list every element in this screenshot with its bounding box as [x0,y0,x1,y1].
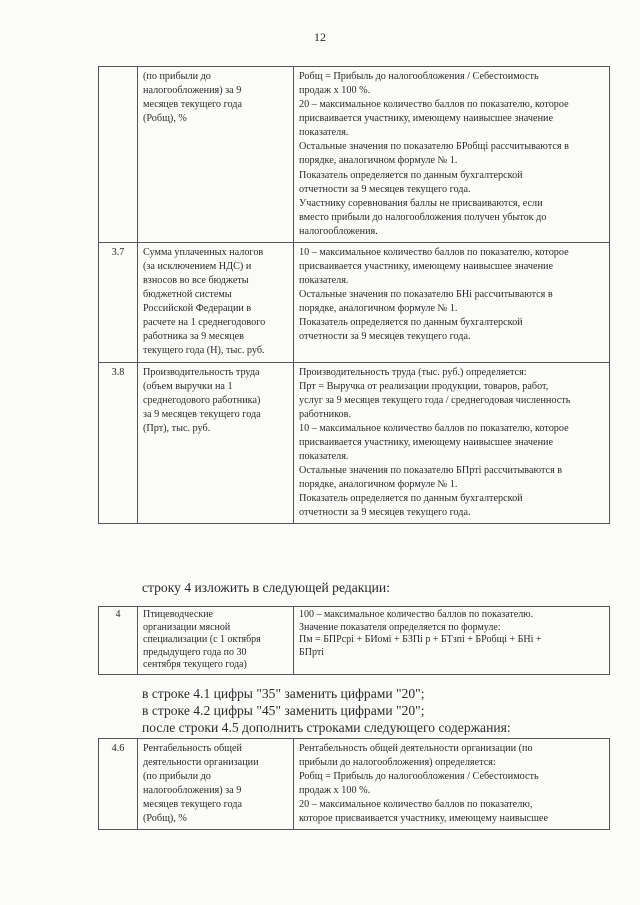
text-line: Робщ = Прибыль до налогообложения / Себестоимость [299,71,539,82]
text-line: (по прибыли до [143,71,211,82]
text-line: присваивается участнику, имеющему наивысшее значение [299,113,553,125]
text-line: взносов во все бюджеты [143,275,249,287]
text-line: БПртi [299,646,324,658]
text-line: 100 – максимальное количество баллов по показателю. [299,609,534,620]
text-line: прибыли до налогообложения) определяется: [299,757,496,769]
text-line: Российской Федерации в [143,303,252,315]
indicator-name-cell [138,362,294,524]
text-line: Остальные значения по показателю БРобщi рассчитываются в [299,141,569,153]
indicator-description-cell [294,607,610,675]
text-line: услуг за 9 месяцев текущего года / среднегодовая численность [299,394,571,406]
text-line: специализации (с 1 октября [143,634,261,645]
text-line: отчетности за 9 месяцев текущего года. [299,507,471,519]
text-line: организации мясной [143,621,231,633]
text-line: присваивается участнику, имеющему наивысшее значение [299,261,553,273]
text-line: показателя. [299,127,349,139]
table-row [99,362,610,524]
indicator-description-cell [294,362,610,524]
text-line: которое присваивается участнику, имеющему наивысшее [299,813,548,825]
text-line: расчете на 1 среднегодового [143,317,266,329]
indicator-name-cell [138,242,294,362]
text-line: Рентабельность общей деятельности организации (по [299,743,533,754]
text-line: предыдущего года по 30 [143,646,247,658]
text-line: 10 – максимальное количество баллов по показателю, которое [299,246,569,258]
text-line: Производительность труда [143,366,260,378]
indicator-name-cell [138,67,294,243]
text-line: Пм = БПРсрi + БИомi + БЗПi р + БТзпi + БРобщi + БНi + [299,634,542,645]
text-line: продаж x 100 %. [299,785,371,797]
text-line: текущего года (Н), тыс. руб. [143,345,265,357]
text-line: деятельности организации [143,757,259,769]
text-line: работников. [299,408,351,420]
text-line: Робщ = Прибыль до налогообложения / Себестоимость [299,771,539,783]
text-line: (Робщ), % [143,113,187,125]
text-line: Участнику соревнования баллы не присваиваются, если [299,197,543,209]
text-line: (объем выручки на 1 [143,380,233,392]
text-line: (за исключением НДС) и [143,261,252,273]
text-line: Производительность труда (тыс. руб.) определяется: [299,366,527,378]
instruction-paragraph-row41: в строке 4.1 цифры "35" заменить цифрами "20"; [142,686,425,701]
text-line: отчетности за 9 месяцев текущего года. [299,183,471,195]
text-line: 10 – максимальное количество баллов по показателю, которое [299,422,569,434]
text-line: налогообложения) за 9 [143,85,242,97]
text-line: налогообложения. [299,225,378,237]
indicators-table-top [98,66,610,524]
text-line: Прт = Выручка от реализации продукции, товаров, работ, [299,380,549,392]
text-line: порядке, аналогичном формуле № 1. [299,155,458,167]
text-line: Значение показателя определяется по формуле: [299,621,501,633]
text-line: (Прт), тыс. руб. [143,422,211,434]
text-line: работника за 9 месяцев [143,331,244,343]
indicator-name-cell [138,739,294,830]
text-line: налогообложения) за 9 [143,785,242,797]
row-number-cell [99,67,138,243]
text-line: Рентабельность общей [143,743,242,754]
text-line: месяцев текущего года [143,799,242,811]
page-number: 12 [314,30,326,44]
instruction-paragraph-append: после строки 4.5 дополнить строками следующего содержания: [142,720,511,735]
text-line: Остальные значения по показателю БПртi рассчитываются в [299,465,563,477]
row-number-cell: 4.6 [99,739,138,830]
indicator-description-cell [294,67,610,243]
text-line: Показатель определяется по данным бухгалтерской [299,169,523,181]
text-line: за 9 месяцев текущего года [143,408,261,420]
text-line: порядке, аналогичном формуле № 1. [299,479,458,491]
text-line: 20 – максимальное количество баллов по показателю, [299,799,533,811]
table-row [99,739,610,830]
row-number-cell: 3.8 [99,362,138,524]
text-line: показателя. [299,275,349,287]
indicator-description-cell [294,739,610,830]
text-line: месяцев текущего года [143,99,242,111]
text-line: Птицеводческие [143,609,213,620]
text-line: (по прибыли до [143,771,211,783]
text-line: (Робщ), % [143,813,187,825]
instruction-paragraph-row42: в строке 4.2 цифры "45" заменить цифрами "20"; [142,703,425,718]
text-line: Сумма уплаченных налогов [143,246,264,258]
indicator-name-cell [138,607,294,675]
text-line: сентября текущего года) [143,659,247,670]
text-line: Остальные значения по показателю БНi рассчитываются в [299,289,553,301]
row-number-cell: 3.7 [99,242,138,362]
table-row [99,607,610,675]
text-line: 20 – максимальное количество баллов по показателю, которое [299,99,569,111]
text-line: продаж x 100 %. [299,85,371,97]
text-line: отчетности за 9 месяцев текущего года. [299,331,471,343]
text-line: присваивается участнику, имеющему наивысшее значение [299,436,553,448]
table-row [99,67,610,243]
text-line: Показатель определяется по данным бухгалтерской [299,317,523,329]
indicator-description-cell [294,242,610,362]
text-line: порядке, аналогичном формуле № 1. [299,303,458,315]
text-line: бюджетной системы [143,289,232,301]
instruction-paragraph-row4: строку 4 изложить в следующей редакции: [142,580,390,595]
row-number-cell: 4 [99,607,138,675]
text-line: показателя. [299,451,349,463]
indicators-table-row4 [98,606,610,675]
text-line: Показатель определяется по данным бухгалтерской [299,493,523,505]
table-row [99,242,610,362]
text-line: вместо прибыли до налогообложения получен убыток до [299,211,547,223]
indicators-table-bottom [98,738,610,830]
text-line: среднегодового работника) [143,394,261,406]
